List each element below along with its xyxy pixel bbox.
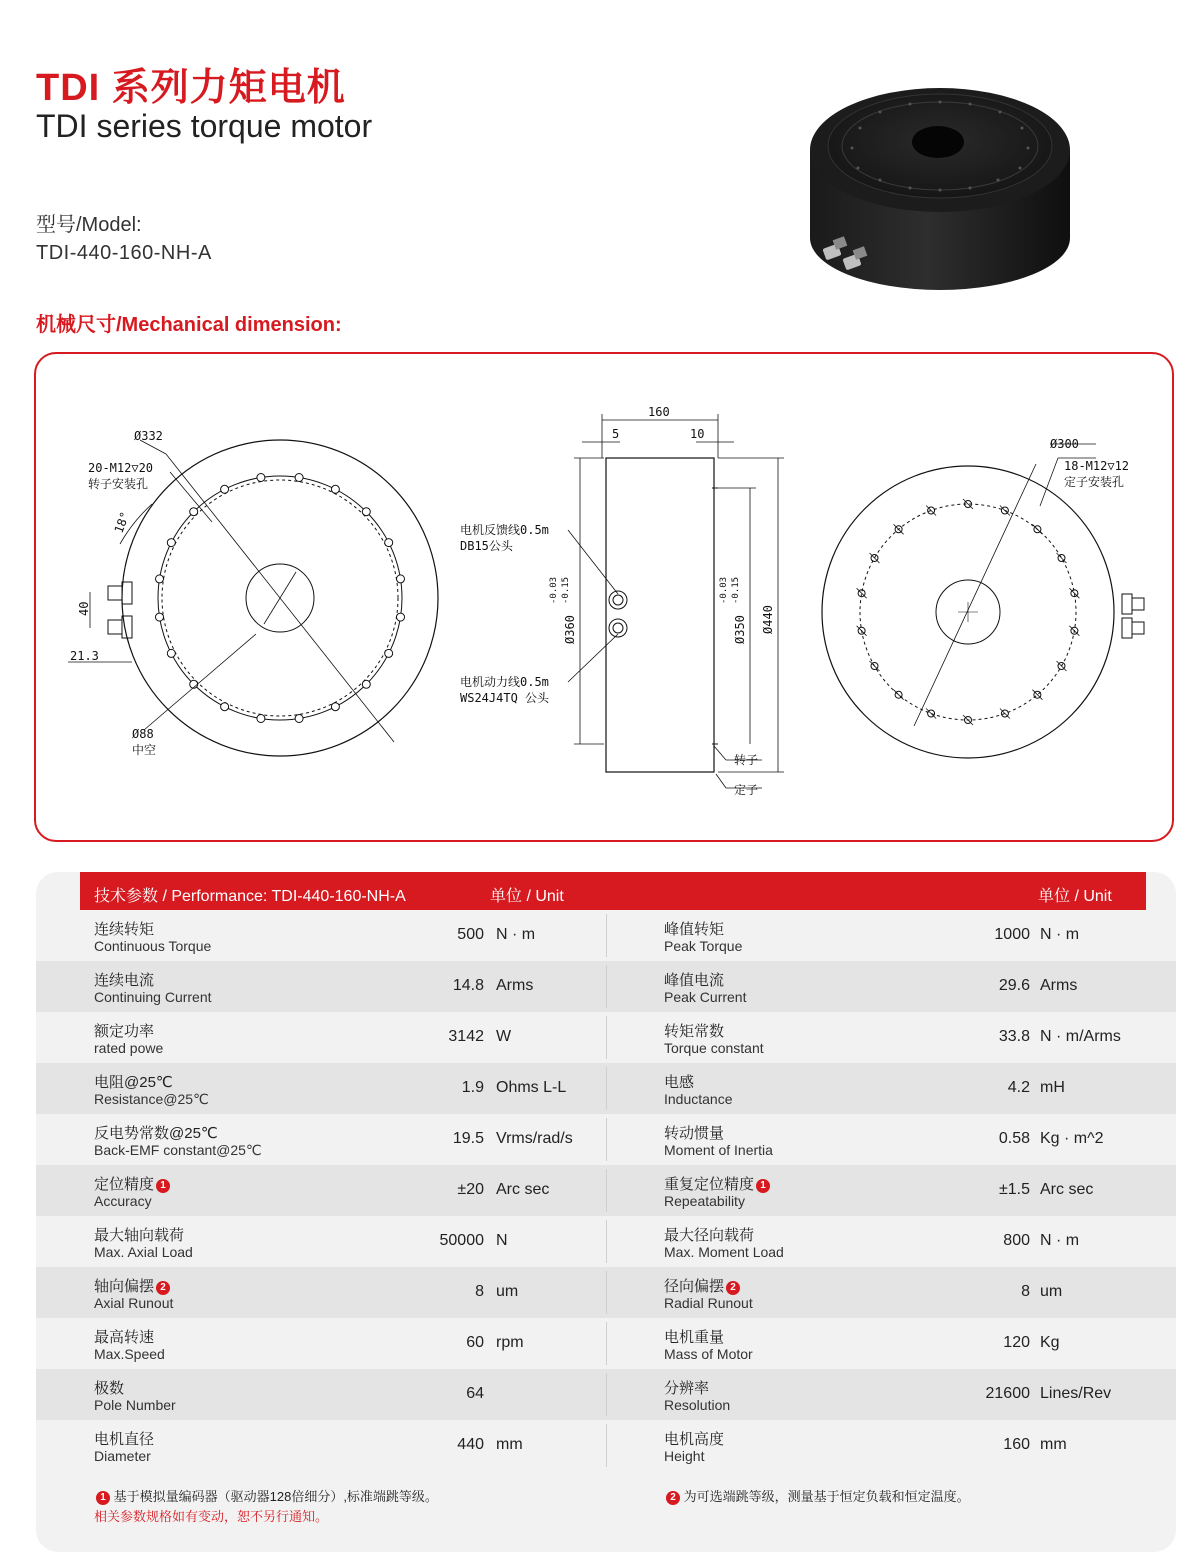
spec-name-en: Height bbox=[664, 1448, 705, 1464]
spec-name-en: Accuracy bbox=[94, 1193, 152, 1209]
spec-name-cn bbox=[664, 1377, 709, 1398]
spec-value: 440 bbox=[457, 1436, 484, 1453]
spec-unit: rpm bbox=[496, 1334, 524, 1351]
spec-unit: Arms bbox=[496, 977, 534, 994]
spec-name-cn bbox=[664, 1428, 724, 1449]
mechanical-drawing bbox=[34, 352, 1174, 842]
spec-unit: mm bbox=[1040, 1436, 1067, 1453]
dim-10: 10 bbox=[690, 427, 705, 441]
spec-name-en: Pole Number bbox=[94, 1397, 176, 1413]
feedback-cable-label: 电机反馈线0.5m bbox=[460, 523, 549, 537]
spec-name-cn bbox=[664, 1326, 724, 1347]
footnote-1 bbox=[94, 1486, 438, 1505]
spec-name-cn-text: 重复定位精度 bbox=[664, 1176, 755, 1193]
table-row bbox=[36, 1267, 1176, 1318]
spec-name-cn-text: 电机直径 bbox=[94, 1431, 155, 1448]
footnote-2 bbox=[664, 1486, 970, 1505]
spec-value: 500 bbox=[457, 926, 484, 943]
bolt-hole bbox=[257, 474, 265, 482]
bolt-hole bbox=[295, 715, 303, 723]
power-cable-label: 电机动力线0.5m bbox=[460, 675, 549, 689]
column-divider bbox=[606, 1424, 607, 1467]
spec-unit: Ohms L-L bbox=[496, 1079, 567, 1096]
column-divider bbox=[606, 1322, 607, 1365]
spec-value: 29.6 bbox=[998, 977, 1030, 994]
spec-name-cn bbox=[664, 1071, 694, 1092]
stator-bolt-label: 定子安装孔 bbox=[1064, 475, 1125, 489]
spec-name-cn-text: 最大轴向载荷 bbox=[94, 1227, 185, 1244]
feedback-connector-label: DB15公头 bbox=[460, 539, 513, 553]
spec-name-cn bbox=[94, 1224, 184, 1245]
bolt-hole bbox=[385, 649, 393, 657]
spec-name-en: Diameter bbox=[94, 1448, 151, 1464]
spec-name-en: Peak Current bbox=[664, 989, 747, 1005]
spec-unit: N · m bbox=[1040, 1232, 1080, 1249]
spec-name-en: Resolution bbox=[664, 1397, 731, 1413]
spec-value: 1000 bbox=[994, 926, 1030, 943]
stator-label: 定子 bbox=[734, 783, 759, 797]
column-divider bbox=[606, 1016, 607, 1059]
table-row bbox=[36, 1216, 1176, 1267]
spec-name-cn-text: 定位精度 bbox=[94, 1176, 155, 1193]
spec-value: 8 bbox=[1021, 1283, 1030, 1300]
spec-name-cn bbox=[664, 969, 724, 990]
tol-350-lower: -0.15 bbox=[731, 576, 741, 604]
spec-name-cn-text: 峰值电流 bbox=[664, 972, 725, 989]
side-view bbox=[568, 414, 784, 788]
stator-bolt-spec: 18-M12▽12 bbox=[1064, 459, 1130, 473]
spec-unit: N · m/Arms bbox=[1040, 1028, 1121, 1045]
spec-name-cn bbox=[664, 1224, 754, 1245]
spec-unit: Lines/Rev bbox=[1040, 1385, 1112, 1402]
table-row bbox=[36, 1114, 1176, 1165]
spec-name-en: rated powe bbox=[94, 1040, 164, 1056]
power-connector-label: WS24J4TQ 公头 bbox=[460, 691, 550, 705]
spec-name-cn bbox=[664, 1020, 724, 1041]
spec-name-en: Axial Runout bbox=[94, 1295, 174, 1311]
spec-name-cn-text: 极数 bbox=[94, 1380, 125, 1397]
spec-note-badge: 1 bbox=[156, 1179, 170, 1193]
table-row bbox=[36, 1420, 1176, 1471]
tol-350-upper: -0.03 bbox=[719, 576, 729, 604]
table-row bbox=[36, 1369, 1176, 1420]
spec-header-title: 技术参数 / Performance: TDI-440-160-NH-A bbox=[94, 888, 406, 905]
spec-value: ±1.5 bbox=[998, 1181, 1030, 1198]
spec-name-en: Radial Runout bbox=[664, 1295, 753, 1311]
table-row bbox=[36, 1318, 1176, 1369]
spec-name-en: Max. Axial Load bbox=[94, 1244, 193, 1260]
bolt-hole bbox=[385, 539, 393, 547]
product-photo bbox=[800, 68, 1080, 298]
spec-value: 21600 bbox=[985, 1385, 1030, 1402]
spec-name-cn bbox=[94, 1071, 173, 1092]
spec-name-en: Mass of Motor bbox=[664, 1346, 753, 1362]
spec-unit: Arc sec bbox=[496, 1181, 550, 1198]
spec-name-en: Back-EMF constant@25℃ bbox=[94, 1142, 262, 1158]
spec-value: 60 bbox=[466, 1334, 484, 1351]
spec-name-cn-text: 电感 bbox=[664, 1074, 695, 1091]
column-divider bbox=[606, 914, 607, 957]
spec-name-cn-text: 电阻@25℃ bbox=[94, 1074, 173, 1091]
spec-name-en: Continuous Torque bbox=[94, 938, 212, 954]
spec-name-cn-text: 最大径向载荷 bbox=[664, 1227, 755, 1244]
spec-unit: mH bbox=[1040, 1079, 1065, 1096]
spec-value: 120 bbox=[1003, 1334, 1030, 1351]
dim-angle: 18° bbox=[111, 509, 133, 536]
spec-name-cn bbox=[94, 1173, 170, 1194]
spec-unit: um bbox=[496, 1283, 519, 1300]
spec-note-badge: 2 bbox=[726, 1281, 740, 1295]
column-divider bbox=[606, 1220, 607, 1263]
spec-table-header bbox=[80, 872, 1146, 910]
spec-name-cn bbox=[94, 1122, 218, 1143]
table-row bbox=[36, 961, 1176, 1012]
bolt-hole bbox=[167, 539, 175, 547]
spec-name-cn bbox=[664, 1173, 770, 1194]
column-divider bbox=[606, 1118, 607, 1161]
column-divider bbox=[606, 1169, 607, 1212]
spec-note-badge: 2 bbox=[156, 1281, 170, 1295]
spec-name-en: Torque constant bbox=[664, 1040, 764, 1056]
spec-name-cn-text: 最高转速 bbox=[94, 1329, 155, 1346]
bolt-hole bbox=[190, 508, 198, 516]
footnote-1-badge: 1 bbox=[96, 1491, 110, 1505]
page-title-en: TDI series torque motor bbox=[36, 108, 373, 144]
spec-rows bbox=[36, 910, 1176, 1471]
spec-name-cn-text: 轴向偏摆 bbox=[94, 1278, 155, 1295]
spec-name-cn-text: 转动惯量 bbox=[664, 1125, 725, 1142]
footnote-1-text: 基于模拟量编码器（驱动器128倍细分）,标准端跳等级。 bbox=[113, 1489, 438, 1504]
spec-name-en: Resistance@25℃ bbox=[94, 1091, 209, 1107]
spec-value: 8 bbox=[475, 1283, 484, 1300]
footnote-2-text: 为可选端跳等级，测量基于恒定负载和恒定温度。 bbox=[683, 1489, 970, 1504]
dim-160: 160 bbox=[648, 405, 670, 419]
spec-note-badge: 1 bbox=[756, 1179, 770, 1193]
spec-unit: mm bbox=[496, 1436, 523, 1453]
bolt-hole bbox=[156, 575, 164, 583]
spec-name-cn-text: 反电势常数@25℃ bbox=[94, 1125, 218, 1142]
column-divider bbox=[606, 1373, 607, 1416]
spec-name-cn bbox=[94, 1377, 124, 1398]
spec-unit: Kg · m^2 bbox=[1040, 1130, 1104, 1147]
rotor-bolt-label: 转子安装孔 bbox=[88, 477, 149, 491]
spec-name-cn bbox=[664, 1122, 724, 1143]
spec-unit: N · m bbox=[1040, 926, 1080, 943]
spec-name-cn bbox=[94, 1428, 154, 1449]
mechanical-dimension-heading: 机械尺寸/Mechanical dimension: bbox=[36, 314, 342, 336]
spec-name-cn bbox=[664, 918, 724, 939]
spec-name-cn bbox=[94, 1020, 154, 1041]
rotor-label: 转子 bbox=[734, 753, 759, 767]
spec-value: ±20 bbox=[457, 1181, 484, 1198]
spec-name-cn bbox=[94, 1275, 170, 1296]
spec-name-cn-text: 转矩常数 bbox=[664, 1023, 725, 1040]
spec-unit: Kg bbox=[1040, 1334, 1060, 1351]
bolt-hole bbox=[362, 508, 370, 516]
model-value: TDI-440-160-NH-A bbox=[36, 242, 212, 264]
spec-unit: W bbox=[496, 1028, 512, 1045]
hollow-label: 中空 bbox=[132, 743, 157, 757]
dim-5: 5 bbox=[612, 427, 620, 441]
spec-name-cn-text: 连续转矩 bbox=[94, 921, 155, 938]
spec-value: 1.9 bbox=[461, 1079, 484, 1096]
bolt-hole bbox=[257, 715, 265, 723]
table-row bbox=[36, 1012, 1176, 1063]
spec-value: 800 bbox=[1003, 1232, 1030, 1249]
spec-value: 19.5 bbox=[452, 1130, 484, 1147]
spec-name-cn-text: 径向偏摆 bbox=[664, 1278, 725, 1295]
spec-name-cn bbox=[664, 1275, 740, 1296]
spec-name-cn bbox=[94, 969, 154, 990]
spec-value: 14.8 bbox=[452, 977, 484, 994]
dim-21-3: 21.3 bbox=[70, 649, 99, 663]
spec-name-en: Max.Speed bbox=[94, 1346, 165, 1362]
spec-unit: N · m bbox=[496, 926, 536, 943]
spec-table bbox=[36, 872, 1176, 1552]
spec-name-en: Peak Torque bbox=[664, 938, 743, 954]
dim-d332: Ø332 bbox=[134, 429, 163, 443]
dim-d360: Ø360 bbox=[563, 615, 577, 644]
spec-value: 64 bbox=[466, 1385, 484, 1402]
bolt-hole bbox=[397, 613, 405, 621]
back-view bbox=[822, 444, 1144, 758]
spec-unit: um bbox=[1040, 1283, 1063, 1300]
spec-unit: Arc sec bbox=[1040, 1181, 1094, 1198]
spec-value: 4.2 bbox=[1007, 1079, 1030, 1096]
model-label: 型号/Model: bbox=[36, 214, 142, 236]
bolt-hole bbox=[295, 474, 303, 482]
tol-360-lower: -0.15 bbox=[561, 576, 571, 604]
tol-360-upper: -0.03 bbox=[549, 576, 559, 604]
bolt-hole bbox=[397, 575, 405, 583]
spec-value: 3142 bbox=[448, 1028, 484, 1045]
spec-name-cn-text: 电机高度 bbox=[664, 1431, 725, 1448]
dim-40: 40 bbox=[77, 601, 91, 616]
bolt-hole bbox=[331, 485, 339, 493]
spec-name-en: Moment of Inertia bbox=[664, 1142, 773, 1158]
spec-name-en: Max. Moment Load bbox=[664, 1244, 784, 1260]
spec-name-cn-text: 连续电流 bbox=[94, 972, 155, 989]
spec-name-cn-text: 电机重量 bbox=[664, 1329, 725, 1346]
spec-name-cn bbox=[94, 1326, 154, 1347]
table-row bbox=[36, 910, 1176, 961]
spec-name-cn-text: 分辨率 bbox=[664, 1380, 710, 1397]
spec-header-unit-left: 单位 / Unit bbox=[490, 888, 564, 905]
spec-unit: N bbox=[496, 1232, 508, 1249]
dim-d350: Ø350 bbox=[733, 615, 747, 644]
column-divider bbox=[606, 1271, 607, 1314]
page-title-cn: TDI 系列力矩电机 bbox=[36, 67, 346, 109]
footnote-2-badge: 2 bbox=[666, 1491, 680, 1505]
spec-value: 50000 bbox=[439, 1232, 484, 1249]
dim-d440: Ø440 bbox=[761, 605, 775, 634]
spec-name-en: Inductance bbox=[664, 1091, 733, 1107]
spec-unit: Vrms/rad/s bbox=[496, 1130, 573, 1147]
bolt-hole bbox=[331, 703, 339, 711]
column-divider bbox=[606, 1067, 607, 1110]
spec-value: 33.8 bbox=[998, 1028, 1030, 1045]
spec-value: 0.58 bbox=[998, 1130, 1030, 1147]
spec-name-en: Repeatability bbox=[664, 1193, 745, 1209]
table-row bbox=[36, 1165, 1176, 1216]
dim-d300: Ø300 bbox=[1050, 437, 1079, 451]
spec-name-cn-text: 额定功率 bbox=[94, 1023, 155, 1040]
rotor-bolt-spec: 20-M12▽20 bbox=[88, 461, 154, 475]
dim-d88: Ø88 bbox=[132, 727, 154, 741]
table-row bbox=[36, 1063, 1176, 1114]
footnote-disclaimer: 相关参数规格如有变动，恕不另行通知。 bbox=[94, 1509, 329, 1524]
bolt-hole bbox=[167, 649, 175, 657]
spec-unit: Arms bbox=[1040, 977, 1078, 994]
column-divider bbox=[606, 965, 607, 1008]
bolt-hole bbox=[221, 485, 229, 493]
spec-name-cn bbox=[94, 918, 154, 939]
spec-name-en: Continuing Current bbox=[94, 989, 212, 1005]
bolt-hole bbox=[221, 703, 229, 711]
bolt-hole bbox=[362, 680, 370, 688]
spec-name-cn-text: 峰值转矩 bbox=[664, 921, 725, 938]
spec-value: 160 bbox=[1003, 1436, 1030, 1453]
bolt-hole bbox=[156, 613, 164, 621]
spec-header-unit-right: 单位 / Unit bbox=[1038, 888, 1112, 905]
